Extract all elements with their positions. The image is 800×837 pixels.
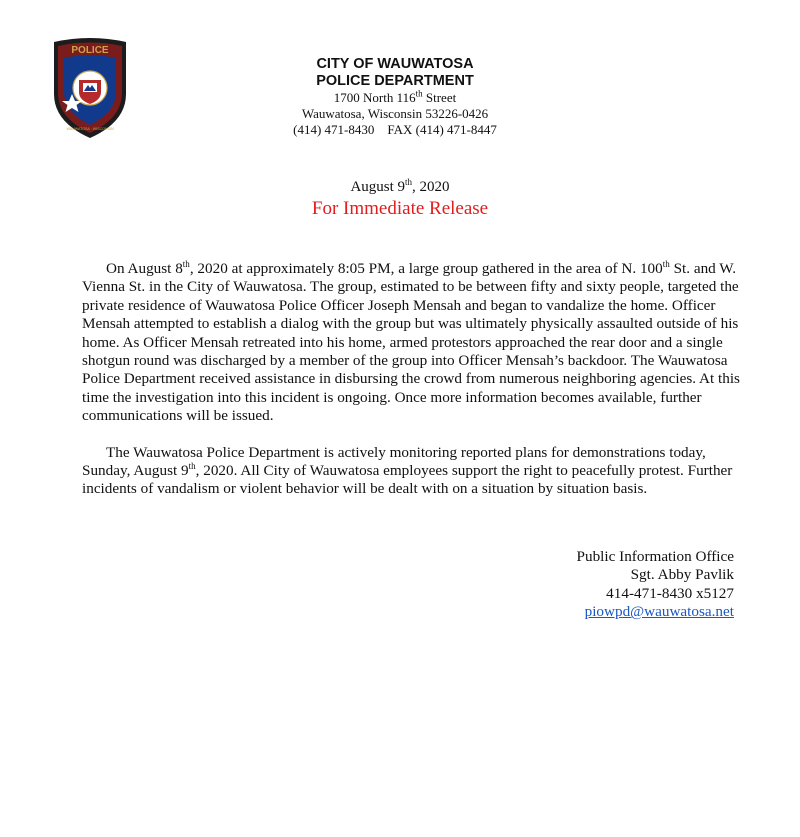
letterhead (250, 56, 540, 138)
signature-office: Public Information Office (576, 548, 734, 565)
department-fax: FAX (414) 471-8447 (387, 122, 497, 137)
city-state-zip: Wauwatosa, Wisconsin 53226-0426 (301, 106, 489, 121)
department-phone: (414) 471-8430 (293, 122, 375, 137)
signature-name: Sgt. Abby Pavlik (630, 566, 734, 584)
signature-block (577, 548, 734, 622)
release-label: For Immediate Release (311, 198, 489, 219)
press-release-body (82, 260, 742, 517)
phone-fax-line (250, 122, 540, 138)
city-name: CITY OF WAUWATOSA (316, 56, 474, 72)
department-name: POLICE DEPARTMENT (316, 73, 474, 89)
badge-arc-text: POLICE (71, 45, 109, 56)
police-badge-logo (50, 36, 130, 140)
badge-ring-text: WAUWATOSA · WISCONSIN (66, 127, 114, 131)
street-address: 1700 North 116th Street (333, 88, 457, 105)
signature-email-link[interactable]: piowpd@wauwatosa.net (584, 603, 734, 621)
paragraph-incident: On August 8th, 2020 at approximately 8:05 PM, a large group gathered in the area of N. 100th St. and W. Vienna St. in the City of Wauwatosa. The group, estimated to be between fifty and sixty people, targeted the private residence of Wauwatosa Police Officer Joseph Mensah and began to vandalize the home. Officer Mensah attempted to establish a dialog with the group but was ultimately physically assaulted outside of his home. As Officer Mensah retreated into his home, armed protestors approached the rear door and a single shotgun round was discharged by a member of the group into Officer Mensah’s backdoor. The Wauwatosa Police Department received assistance in disbursing the crowd from numerous neighboring agencies. At this time the investigation into this incident is ongoing. Once more information becomes available, further communications will be issued. (82, 258, 740, 425)
release-date: August 9th, 2020 (350, 177, 450, 195)
paragraph-demonstrations: The Wauwatosa Police Department is actively monitoring reported plans for demonstrations today, Sunday, August 9th, 2020. All City of Wauwatosa employees support the right to peacefully protest. Further incidents of vandalism or violent behavior will be dealt with on a situation by situation basis. (82, 443, 733, 498)
signature-phone: 414-471-8430 x5127 (606, 584, 734, 602)
